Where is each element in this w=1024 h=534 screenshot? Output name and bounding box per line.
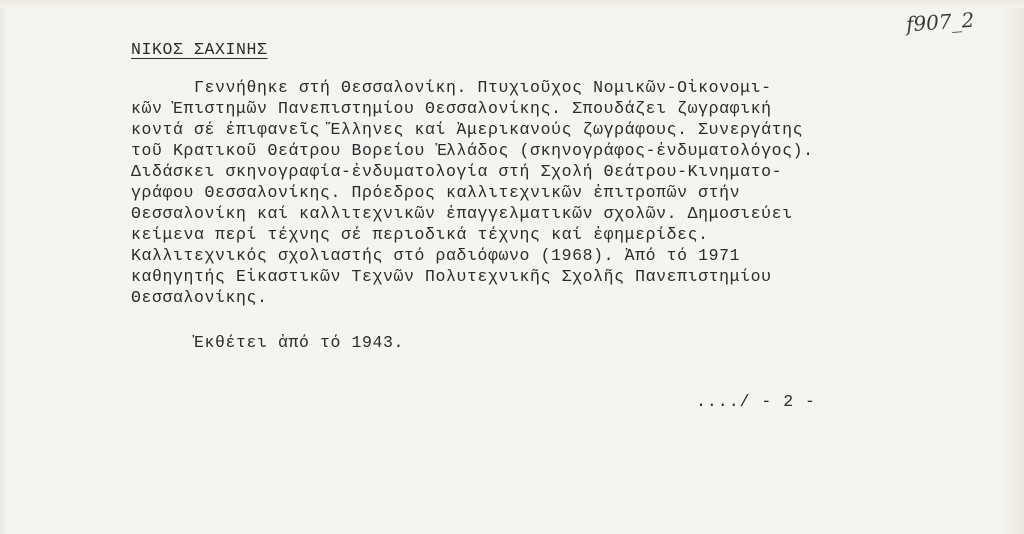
paper-edge [0, 0, 6, 534]
document-heading: ΝΙΚΟΣ ΣΑΧΙΝΗΣ [131, 40, 268, 59]
body-line: Θεσσαλονίκη καί καλλιτεχνικῶν ἐπαγγελματικῶν σχολῶν. Δημοσιεύει [131, 204, 793, 223]
exhibits-line: Ἐκθέτει ἀπό τό 1943. [131, 333, 405, 352]
body-line: Γεννήθηκε στή Θεσσαλονίκη. Πτυχιοῦχος Νομικῶν-Οἰκονομι- [131, 78, 772, 97]
body-line: κοντά σέ ἐπιφανεῖς Ἕλληνες καί Ἀμερικανούς ζωγράφους. Συνεργάτης [131, 120, 804, 139]
body-line: γράφου Θεσσαλονίκης. Πρόεδρος καλλιτεχνικῶν ἐπιτροπῶν στήν [131, 183, 741, 202]
body-line: κείμενα περί τέχνης σέ περιοδικά τέχνης καί ἐφημερίδες. [131, 225, 709, 244]
page-marker: ..../ - 2 - [696, 392, 816, 411]
body-line: καθηγητής Εἰκαστικῶν Τεχνῶν Πολυτεχνικῆς Σχολῆς Πανεπιστημίου [131, 267, 772, 286]
body-line: τοῦ Κρατικοῦ Θεάτρου Βορείου Ἑλλάδος (σκηνογράφος-ἐνδυματολόγος). [131, 141, 814, 160]
body-line: Διδάσκει σκηνογραφία-ἐνδυματολογία στή Σχολή Θεάτρου-Κινηματο- [131, 162, 783, 181]
paper-edge [0, 0, 1024, 8]
handwritten-reference-note: f907_2 [905, 7, 976, 37]
body-line: κῶν Ἐπιστημῶν Πανεπιστημίου Θεσσαλονίκης. Σπουδάζει ζωγραφική [131, 99, 772, 118]
body-line: Καλλιτεχνικός σχολιαστής στό ραδιόφωνο (1968). Ἀπό τό 1971 [131, 246, 741, 265]
body-line: Θεσσαλονίκης. [131, 288, 268, 307]
paper-edge [1000, 0, 1024, 534]
